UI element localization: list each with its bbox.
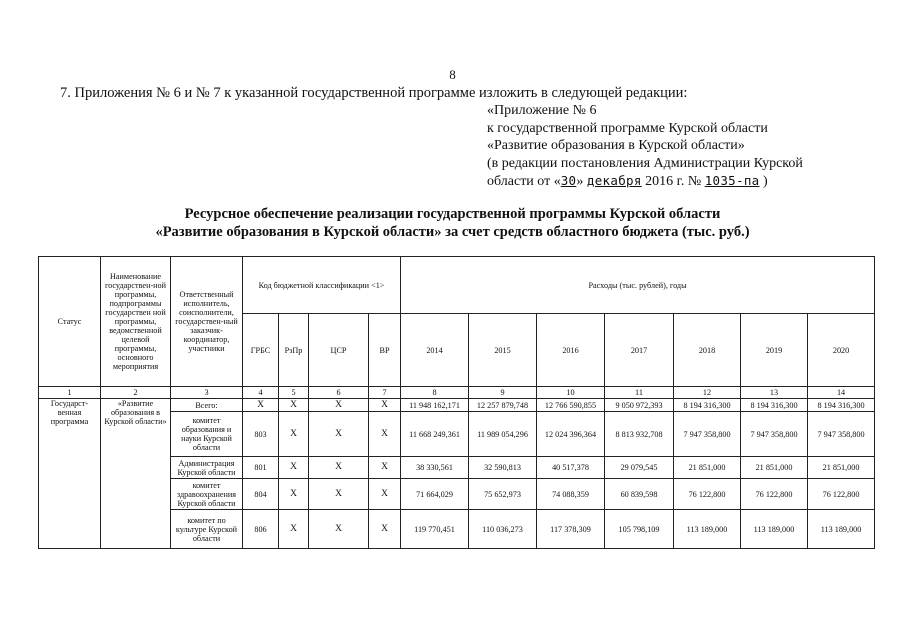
appendix-year-text: 2016 г. №	[641, 174, 705, 189]
csr-cell: X	[309, 457, 369, 479]
value-cell: 12 257 879,748	[469, 399, 537, 412]
vr-cell: X	[369, 479, 401, 510]
header-vr: ВР	[369, 314, 401, 387]
value-cell: 110 036,273	[469, 510, 537, 549]
value-cell: 21 851,000	[674, 457, 741, 479]
header-year: 2014	[401, 314, 469, 387]
column-index: 12	[674, 387, 741, 399]
table-row	[39, 399, 875, 412]
header-grbs: ГРБС	[243, 314, 279, 387]
value-cell: 12 766 590,855	[537, 399, 605, 412]
value-cell: 113 189,000	[741, 510, 808, 549]
value-cell: 9 050 972,393	[605, 399, 674, 412]
rzpr-cell: X	[279, 399, 309, 412]
vr-cell: X	[369, 412, 401, 457]
grbs-cell: 801	[243, 457, 279, 479]
resolution-day: 30	[560, 173, 577, 188]
executor-cell: Всего:	[171, 399, 243, 412]
csr-cell: X	[309, 479, 369, 510]
column-index: 8	[401, 387, 469, 399]
value-cell: 76 122,800	[808, 479, 875, 510]
column-index: 3	[171, 387, 243, 399]
value-cell: 113 189,000	[808, 510, 875, 549]
value-cell: 105 798,109	[605, 510, 674, 549]
header-year: 2020	[808, 314, 875, 387]
executor-cell: комитет по культуре Курской области	[171, 510, 243, 549]
appendix-sep: »	[576, 174, 587, 189]
header-program-name: Наименование государствен-ной программы, подпрограммы государствен ной программы, ведомственной целевой программы, основного мероприятия	[101, 257, 171, 387]
value-cell: 117 378,309	[537, 510, 605, 549]
appendix-line-2: к государственной программе Курской области	[487, 120, 768, 136]
value-cell: 71 664,029	[401, 479, 469, 510]
value-cell: 7 947 358,800	[808, 412, 875, 457]
value-cell: 7 947 358,800	[741, 412, 808, 457]
column-index: 1	[39, 387, 101, 399]
value-cell: 8 194 316,300	[674, 399, 741, 412]
value-cell: 29 079,545	[605, 457, 674, 479]
rzpr-cell: X	[279, 510, 309, 549]
value-cell: 119 770,451	[401, 510, 469, 549]
column-index: 4	[243, 387, 279, 399]
csr-cell: X	[309, 399, 369, 412]
value-cell: 8 813 932,708	[605, 412, 674, 457]
resource-table-wrap	[38, 256, 875, 549]
appendix-close: )	[759, 174, 768, 189]
header-year: 2015	[469, 314, 537, 387]
value-cell: 8 194 316,300	[741, 399, 808, 412]
value-cell: 76 122,800	[741, 479, 808, 510]
column-index: 13	[741, 387, 808, 399]
executor-cell: комитет образования и науки Курской области	[171, 412, 243, 457]
rzpr-cell: X	[279, 479, 309, 510]
rzpr-cell: X	[279, 412, 309, 457]
header-status: Статус	[39, 257, 101, 387]
column-index: 6	[309, 387, 369, 399]
value-cell: 40 517,378	[537, 457, 605, 479]
header-year: 2016	[537, 314, 605, 387]
value-cell: 75 652,973	[469, 479, 537, 510]
status-cell: Государст-венная программа	[39, 399, 101, 549]
column-index: 11	[605, 387, 674, 399]
header-rzpr: РзПр	[279, 314, 309, 387]
value-cell: 38 330,561	[401, 457, 469, 479]
csr-cell: X	[309, 412, 369, 457]
appendix-line-1: «Приложение № 6	[487, 103, 597, 118]
appendix-line-5-prefix: области от «	[487, 174, 561, 189]
header-expenses: Расходы (тыс. рублей), годы	[401, 257, 875, 314]
page-number: 8	[449, 67, 456, 82]
value-cell: 11 989 054,296	[469, 412, 537, 457]
appendix-line-5	[487, 172, 803, 191]
header-year: 2018	[674, 314, 741, 387]
executor-cell: Администрация Курской области	[171, 457, 243, 479]
value-cell: 8 194 316,300	[808, 399, 875, 412]
header-year: 2017	[605, 314, 674, 387]
resource-table	[38, 256, 875, 549]
value-cell: 21 851,000	[808, 457, 875, 479]
header-executor: Ответственный исполнитель, соисполнители, государствен-ный заказчик-координатор, участники	[171, 257, 243, 387]
value-cell: 11 668 249,361	[401, 412, 469, 457]
grbs-cell: 806	[243, 510, 279, 549]
resolution-month: декабря	[586, 173, 642, 188]
intro-text: 7. Приложения № 6 и № 7 к указанной государственной программе изложить в следующей редакции:	[60, 85, 688, 101]
grbs-cell: X	[243, 399, 279, 412]
document-title-line-1: Ресурсное обеспечение реализации государственной программы Курской области	[184, 206, 721, 222]
column-index: 5	[279, 387, 309, 399]
value-cell: 113 189,000	[674, 510, 741, 549]
document-title	[0, 205, 905, 241]
value-cell: 7 947 358,800	[674, 412, 741, 457]
value-cell: 74 088,359	[537, 479, 605, 510]
header-budget-code: Код бюджетной классификации <1>	[243, 257, 401, 314]
resolution-number: 1035-па	[704, 173, 760, 188]
column-index: 10	[537, 387, 605, 399]
column-index: 7	[369, 387, 401, 399]
value-cell: 76 122,800	[674, 479, 741, 510]
appendix-line-3: «Развитие образования в Курской области»	[487, 138, 745, 153]
grbs-cell: 803	[243, 412, 279, 457]
header-csr: ЦСР	[309, 314, 369, 387]
appendix-header	[487, 102, 803, 191]
header-year: 2019	[741, 314, 808, 387]
column-index: 14	[808, 387, 875, 399]
column-index: 2	[101, 387, 171, 399]
csr-cell: X	[309, 510, 369, 549]
value-cell: 32 590,813	[469, 457, 537, 479]
column-index-row	[39, 387, 875, 399]
document-title-line-2: «Развитие образования в Курской области» за счет средств областного бюджета (тыс. руб.)	[155, 224, 750, 240]
vr-cell: X	[369, 457, 401, 479]
column-index: 9	[469, 387, 537, 399]
executor-cell: комитет здравоохранения Курской области	[171, 479, 243, 510]
program-name-cell: «Развитие образования в Курской области»	[101, 399, 171, 549]
value-cell: 11 948 162,171	[401, 399, 469, 412]
value-cell: 21 851,000	[741, 457, 808, 479]
value-cell: 12 024 396,364	[537, 412, 605, 457]
grbs-cell: 804	[243, 479, 279, 510]
appendix-line-4: (в редакции постановления Администрации Курской	[487, 155, 803, 171]
rzpr-cell: X	[279, 457, 309, 479]
value-cell: 60 839,598	[605, 479, 674, 510]
vr-cell: X	[369, 510, 401, 549]
vr-cell: X	[369, 399, 401, 412]
